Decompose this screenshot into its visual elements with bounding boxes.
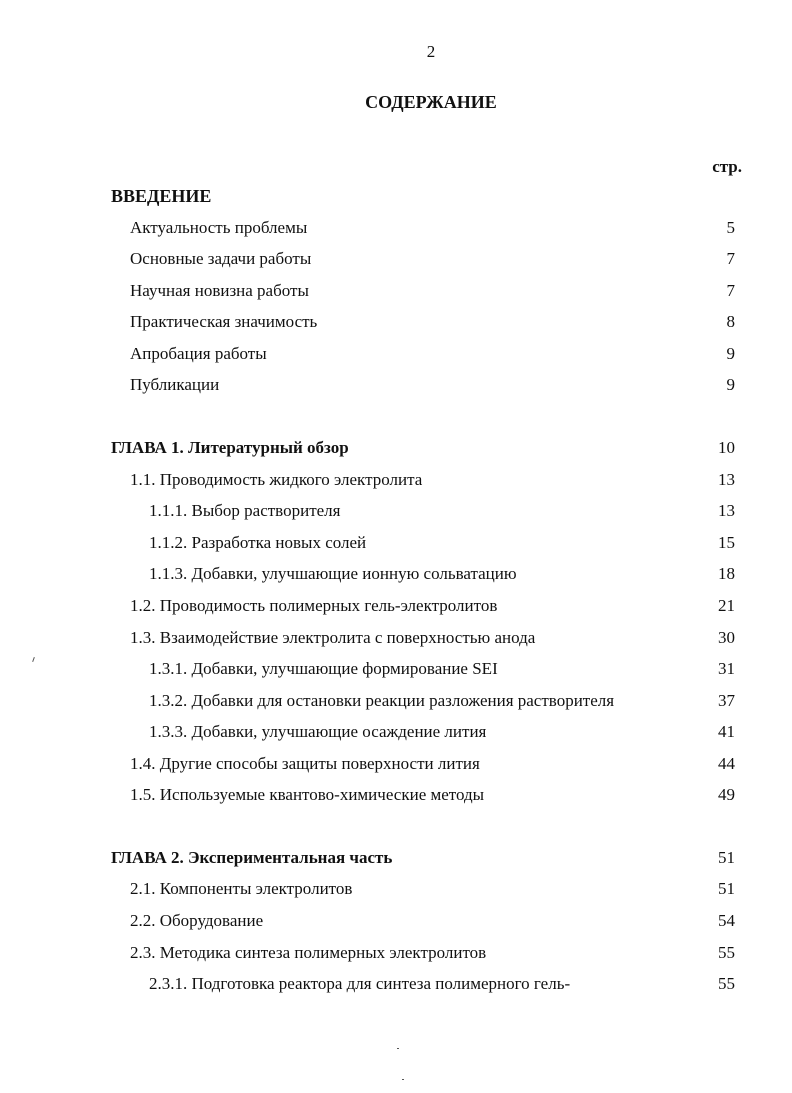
toc-entry-text: 1.3.2. Добавки для остановки реакции разложения растворителя: [149, 691, 615, 710]
toc-entry-page: 13: [718, 501, 735, 520]
toc-entry-page: 31: [718, 659, 735, 678]
toc-entry-page: 7: [726, 249, 735, 268]
toc-entry-page: 55: [718, 943, 735, 962]
scan-speck: [402, 1079, 404, 1080]
toc-entry-text: Научная новизна работы: [130, 281, 309, 300]
toc-entry-text: 2.2. Оборудование: [130, 911, 264, 930]
toc-entry-page: 8: [726, 312, 735, 331]
toc-entry-page: 21: [718, 596, 735, 615]
page-number: 2: [426, 42, 436, 61]
toc-entry-page: 7: [726, 281, 735, 300]
intro-heading: ВВЕДЕНИЕ: [111, 186, 212, 206]
toc-entry-text: Практическая значимость: [130, 312, 318, 331]
toc-entry-text: 1.1.3. Добавки, улучшающие ионную сольватацию: [149, 564, 517, 583]
toc-entry-text: Апробация работы: [130, 344, 267, 363]
toc-entry-text: Основные задачи работы: [130, 249, 312, 268]
toc-title: СОДЕРЖАНИЕ: [365, 92, 497, 112]
toc-entry-page: 55: [718, 974, 735, 993]
chapter1-heading: ГЛАВА 1. Литературный обзор: [111, 438, 349, 457]
toc-entry-page: 18: [718, 564, 735, 583]
toc-entry-page: 9: [726, 344, 735, 363]
chapter1-page: 10: [718, 438, 735, 457]
toc-entry-text: Публикации: [130, 375, 220, 394]
toc-entry-page: 41: [718, 722, 735, 741]
toc-entry-text: 1.3.3. Добавки, улучшающие осаждение лития: [149, 722, 487, 741]
toc-entry-page: 49: [718, 785, 735, 804]
toc-entry-page: 54: [718, 911, 735, 930]
toc-entry-text: Актуальность проблемы: [130, 218, 308, 237]
toc-entry-page: 37: [718, 691, 735, 710]
toc-entry-page: 15: [718, 533, 735, 552]
page-column-label: стр.: [712, 157, 742, 176]
toc-entry-text: 1.4. Другие способы защиты поверхности лития: [130, 754, 480, 773]
toc-entry-text: 2.3. Методика синтеза полимерных электролитов: [130, 943, 487, 962]
toc-entry-text: 2.3.1. Подготовка реактора для синтеза полимерного гель-: [149, 974, 571, 993]
toc-entry-text: 1.3. Взаимодействие электролита с поверхностью анода: [130, 628, 536, 647]
toc-entry-text: 1.3.1. Добавки, улучшающие формирование SEI: [149, 659, 498, 678]
toc-entry-text: 1.1.2. Разработка новых солей: [149, 533, 367, 552]
toc-entry-page: 30: [718, 628, 735, 647]
chapter2-page: 51: [718, 848, 735, 867]
toc-entry-page: 51: [718, 879, 735, 898]
toc-entry-page: 9: [726, 375, 735, 394]
toc-entry-text: 1.2. Проводимость полимерных гель-электролитов: [130, 596, 498, 615]
toc-entry-page: 44: [718, 754, 735, 773]
scan-speck: [32, 657, 35, 662]
toc-entry-page: 13: [718, 470, 735, 489]
toc-entry-text: 1.5. Используемые квантово-химические методы: [130, 785, 485, 804]
toc-entry-page: 5: [726, 218, 735, 237]
scan-speck: [397, 1048, 399, 1049]
chapter2-heading: ГЛАВА 2. Экспериментальная часть: [111, 848, 393, 867]
toc-entry-text: 2.1. Компоненты электролитов: [130, 879, 353, 898]
toc-entry-text: 1.1. Проводимость жидкого электролита: [130, 470, 423, 489]
toc-entry-text: 1.1.1. Выбор растворителя: [149, 501, 341, 520]
